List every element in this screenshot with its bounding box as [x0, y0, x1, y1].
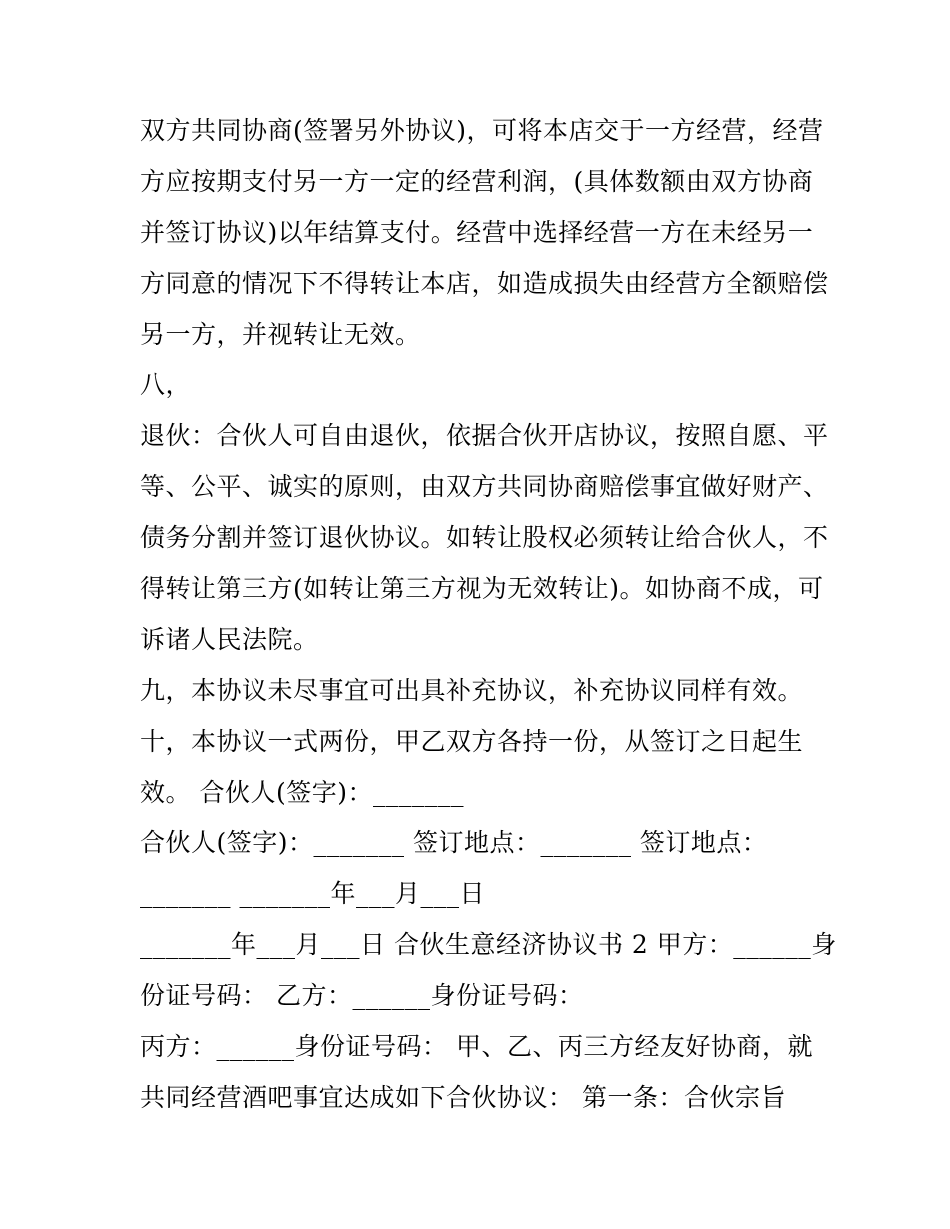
text-line: 退伙：合伙人可自由退伙，依据合伙开店协议，按照自愿、平 — [140, 421, 829, 451]
section-heading: 八， — [140, 370, 192, 400]
text-line: _______年___月___日 合伙生意经济协议书 2 甲方：______身 — [140, 930, 837, 960]
text-line: 等、公平、诚实的原则，由双方共同协商赔偿事宜做好财产、 — [140, 472, 829, 502]
text-line: 方同意的情况下不得转让本店，如造成损失由经营方全额赔偿 — [140, 268, 829, 298]
text-line: 并签订协议)以年结算支付。经营中选择经营一方在未经另一 — [140, 217, 814, 247]
text-line: 九，本协议未尽事宜可出具补充协议，补充协议同样有效。 — [140, 675, 804, 705]
text-line: 丙方：______身份证号码： 甲、乙、丙三方经友好协商，就 — [140, 1032, 813, 1062]
text-line: 双方共同协商(签署另外协议)，可将本店交于一方经营，经营 — [140, 116, 824, 145]
text-line: 债务分割并签订退伙协议。如转让股权必须转让给合伙人，不 — [140, 523, 829, 553]
text-line: 得转让第三方(如转让第三方视为无效转让)。如协商不成，可 — [140, 574, 824, 604]
text-line: 十，本协议一式两份，甲乙双方各持一份，从签订之日起生 — [140, 726, 804, 756]
signature-line: 效。 合伙人(签字)：_______ — [140, 777, 464, 807]
text-line: 另一方，并视转让无效。 — [140, 319, 421, 349]
text-line: 份证号码： 乙方：______身份证号码： — [140, 981, 584, 1011]
date-line: _______ _______年___月___日 — [140, 879, 485, 909]
signature-line: 合伙人(签字)：_______ 签订地点：_______ 签订地点： — [140, 828, 768, 858]
document-body — [140, 106, 837, 1124]
text-line: 方应按期支付另一方一定的经营利润，(具体数额由双方协商 — [140, 166, 814, 196]
text-line: 共同经营酒吧事宜达成如下合伙协议： 第一条：合伙宗旨 — [140, 1082, 786, 1112]
text-line: 诉诸人民法院。 — [140, 624, 319, 654]
